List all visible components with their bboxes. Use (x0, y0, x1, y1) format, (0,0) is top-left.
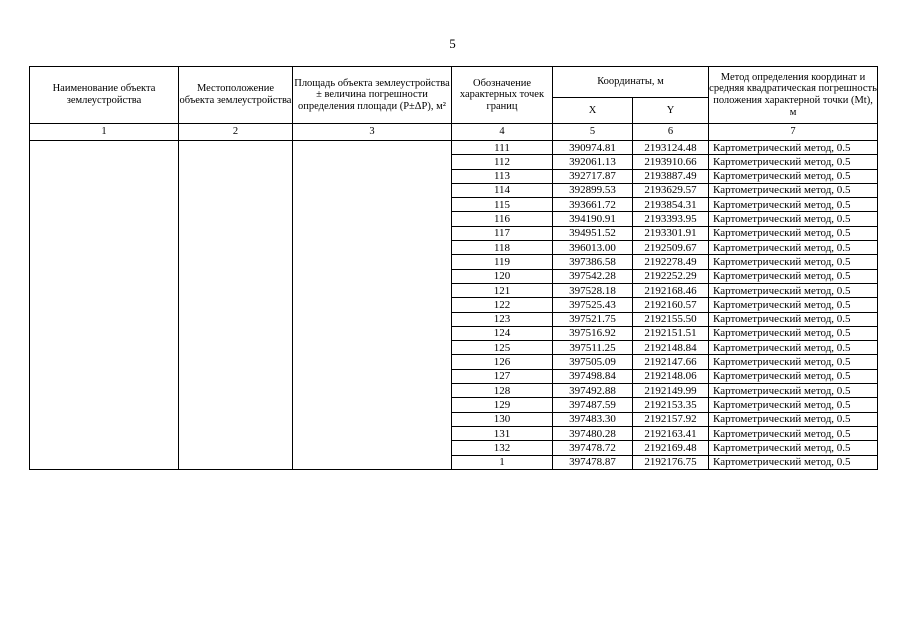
method-cell: Картометрический метод, 0.5 (709, 341, 878, 355)
method-cell: Картометрический метод, 0.5 (709, 155, 878, 169)
header-x: X (553, 98, 633, 124)
x-coordinate-cell: 397511.25 (553, 341, 633, 355)
x-coordinate-cell: 396013.00 (553, 241, 633, 255)
x-coordinate-cell: 397386.58 (553, 255, 633, 269)
x-coordinate-cell: 397487.59 (553, 398, 633, 412)
x-coordinate-cell: 394951.52 (553, 226, 633, 240)
point-designation-cell: 130 (452, 412, 553, 426)
page-number: 5 (449, 36, 456, 51)
method-cell: Картометрический метод, 0.5 (709, 441, 878, 455)
x-coordinate-cell: 392717.87 (553, 169, 633, 183)
table-row (30, 141, 878, 155)
method-cell: Картометрический метод, 0.5 (709, 283, 878, 297)
x-coordinate-cell: 397498.84 (553, 369, 633, 383)
x-coordinate-cell: 397478.72 (553, 441, 633, 455)
method-cell: Картометрический метод, 0.5 (709, 255, 878, 269)
point-designation-cell: 124 (452, 326, 553, 340)
y-coordinate-cell: 2193910.66 (633, 155, 709, 169)
y-coordinate-cell: 2193887.49 (633, 169, 709, 183)
y-coordinate-cell: 2192153.35 (633, 398, 709, 412)
y-coordinate-cell: 2192169.48 (633, 441, 709, 455)
header-method: Метод определения координат и средняя квадратическая погрешность положения характерной точки (Mt), м (709, 67, 878, 124)
point-designation-cell: 117 (452, 226, 553, 240)
x-coordinate-cell: 392899.53 (553, 183, 633, 197)
header-location: Местоположение объекта землеустройства (179, 67, 293, 124)
column-number: 1 (30, 124, 179, 141)
y-coordinate-cell: 2192168.46 (633, 283, 709, 297)
y-coordinate-cell: 2192278.49 (633, 255, 709, 269)
table-body (30, 141, 878, 470)
y-coordinate-cell: 2192149.99 (633, 384, 709, 398)
area-cell (293, 141, 452, 470)
method-cell: Картометрический метод, 0.5 (709, 169, 878, 183)
column-number: 3 (293, 124, 452, 141)
method-cell: Картометрический метод, 0.5 (709, 426, 878, 440)
x-coordinate-cell: 397478.87 (553, 455, 633, 469)
point-designation-cell: 126 (452, 355, 553, 369)
column-number: 7 (709, 124, 878, 141)
point-designation-cell: 111 (452, 141, 553, 155)
boundary-points-table (29, 66, 878, 470)
location-cell (179, 141, 293, 470)
header-y: Y (633, 98, 709, 124)
y-coordinate-cell: 2192176.75 (633, 455, 709, 469)
x-coordinate-cell: 390974.81 (553, 141, 633, 155)
y-coordinate-cell: 2193629.57 (633, 183, 709, 197)
y-coordinate-cell: 2192163.41 (633, 426, 709, 440)
header-object-name: Наименование объекта землеустройства (30, 67, 179, 124)
object-name-cell (30, 141, 179, 470)
method-cell: Картометрический метод, 0.5 (709, 398, 878, 412)
method-cell: Картометрический метод, 0.5 (709, 198, 878, 212)
method-cell: Картометрический метод, 0.5 (709, 212, 878, 226)
column-number: 5 (553, 124, 633, 141)
y-coordinate-cell: 2193301.91 (633, 226, 709, 240)
x-coordinate-cell: 397542.28 (553, 269, 633, 283)
y-coordinate-cell: 2193393.95 (633, 212, 709, 226)
y-coordinate-cell: 2192160.57 (633, 298, 709, 312)
x-coordinate-cell: 392061.13 (553, 155, 633, 169)
point-designation-cell: 122 (452, 298, 553, 312)
method-cell: Картометрический метод, 0.5 (709, 298, 878, 312)
x-coordinate-cell: 397516.92 (553, 326, 633, 340)
method-cell: Картометрический метод, 0.5 (709, 412, 878, 426)
y-coordinate-cell: 2192148.84 (633, 341, 709, 355)
y-coordinate-cell: 2192157.92 (633, 412, 709, 426)
x-coordinate-cell: 397528.18 (553, 283, 633, 297)
y-coordinate-cell: 2192148.06 (633, 369, 709, 383)
point-designation-cell: 125 (452, 341, 553, 355)
x-coordinate-cell: 397521.75 (553, 312, 633, 326)
method-cell: Картометрический метод, 0.5 (709, 355, 878, 369)
y-coordinate-cell: 2192151.51 (633, 326, 709, 340)
method-cell: Картометрический метод, 0.5 (709, 384, 878, 398)
point-designation-cell: 127 (452, 369, 553, 383)
point-designation-cell: 112 (452, 155, 553, 169)
x-coordinate-cell: 393661.72 (553, 198, 633, 212)
x-coordinate-cell: 394190.91 (553, 212, 633, 226)
x-coordinate-cell: 397483.30 (553, 412, 633, 426)
method-cell: Картометрический метод, 0.5 (709, 241, 878, 255)
y-coordinate-cell: 2193854.31 (633, 198, 709, 212)
point-designation-cell: 132 (452, 441, 553, 455)
column-number: 4 (452, 124, 553, 141)
method-cell: Картометрический метод, 0.5 (709, 312, 878, 326)
point-designation-cell: 116 (452, 212, 553, 226)
point-designation-cell: 119 (452, 255, 553, 269)
method-cell: Картометрический метод, 0.5 (709, 369, 878, 383)
header-coordinates: Координаты, м (553, 67, 709, 98)
y-coordinate-cell: 2192252.29 (633, 269, 709, 283)
point-designation-cell: 113 (452, 169, 553, 183)
method-cell: Картометрический метод, 0.5 (709, 141, 878, 155)
point-designation-cell: 120 (452, 269, 553, 283)
method-cell: Картометрический метод, 0.5 (709, 226, 878, 240)
column-number: 2 (179, 124, 293, 141)
point-designation-cell: 118 (452, 241, 553, 255)
method-cell: Картометрический метод, 0.5 (709, 269, 878, 283)
point-designation-cell: 123 (452, 312, 553, 326)
point-designation-cell: 121 (452, 283, 553, 297)
header-area: Площадь объекта землеустройства ± величина погрешности определения площади (P±ΔP), м² (293, 67, 452, 124)
x-coordinate-cell: 397525.43 (553, 298, 633, 312)
y-coordinate-cell: 2192155.50 (633, 312, 709, 326)
header-point-designation: Обозначение характерных точек границ (452, 67, 553, 124)
x-coordinate-cell: 397480.28 (553, 426, 633, 440)
point-designation-cell: 129 (452, 398, 553, 412)
column-number: 6 (633, 124, 709, 141)
point-designation-cell: 128 (452, 384, 553, 398)
y-coordinate-cell: 2192147.66 (633, 355, 709, 369)
y-coordinate-cell: 2193124.48 (633, 141, 709, 155)
method-cell: Картометрический метод, 0.5 (709, 455, 878, 469)
point-designation-cell: 1 (452, 455, 553, 469)
x-coordinate-cell: 397505.09 (553, 355, 633, 369)
method-cell: Картометрический метод, 0.5 (709, 326, 878, 340)
y-coordinate-cell: 2192509.67 (633, 241, 709, 255)
point-designation-cell: 115 (452, 198, 553, 212)
point-designation-cell: 114 (452, 183, 553, 197)
method-cell: Картометрический метод, 0.5 (709, 183, 878, 197)
point-designation-cell: 131 (452, 426, 553, 440)
x-coordinate-cell: 397492.88 (553, 384, 633, 398)
